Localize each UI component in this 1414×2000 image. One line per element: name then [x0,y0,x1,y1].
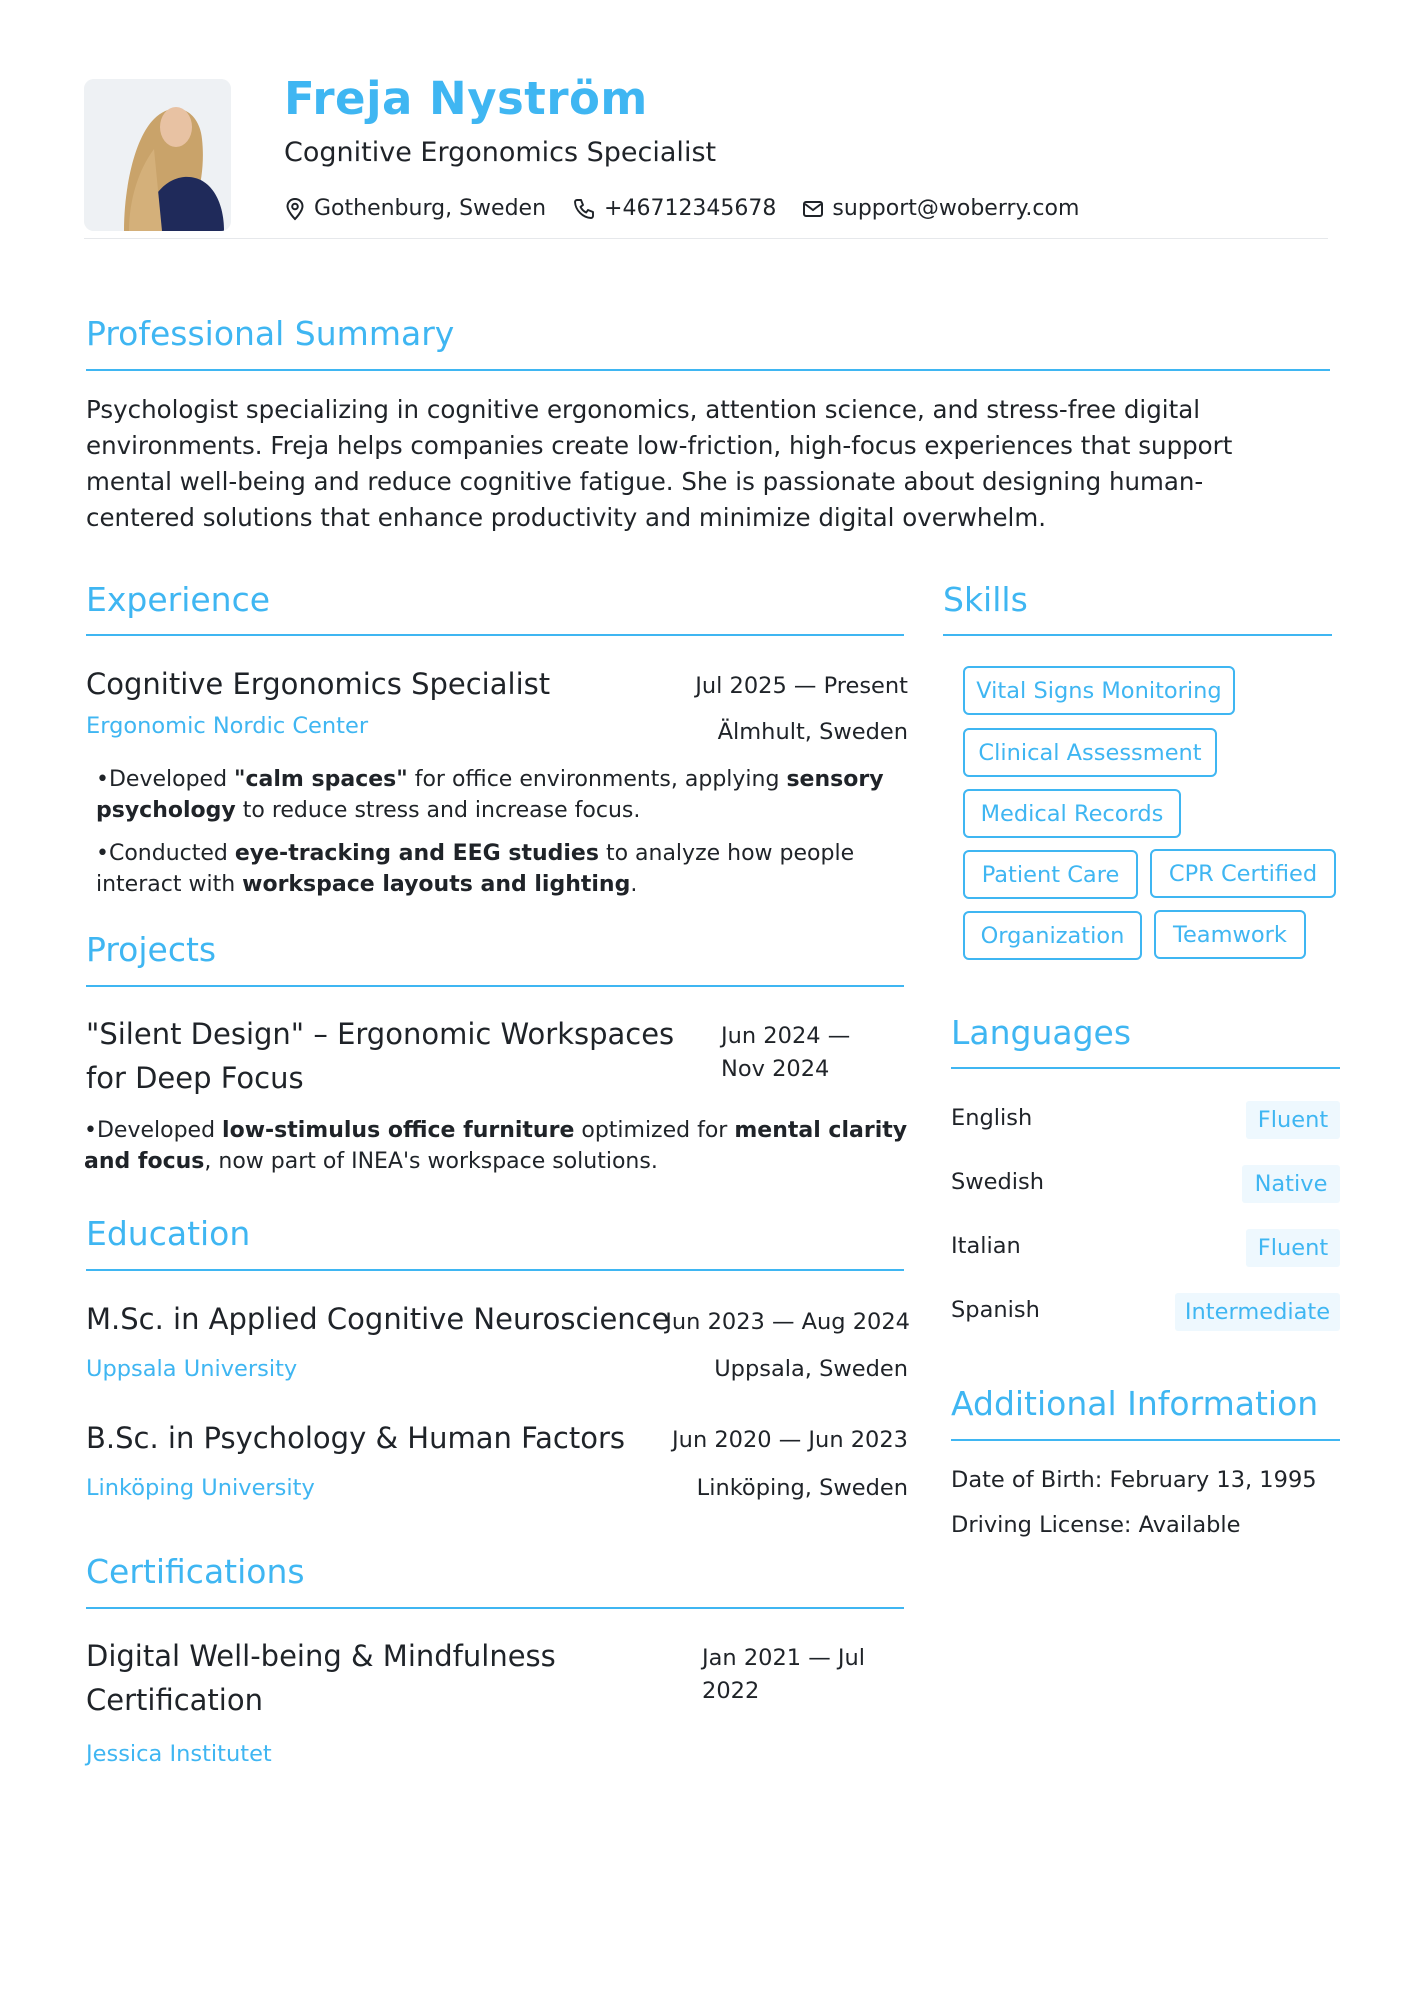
skills-heading: Skills [943,580,1028,619]
project-bullet: •Developed low-stimulus office furniture optimized for mental clarity and focus, now part of INEA's workspace solutions. [84,1118,908,1174]
experience-bullet: •Developed "calm spaces" for office environments, applying sensory psychology to reduce stress and increase focus. [96,767,884,823]
additional-item: Date of Birth: February 13, 1995 [951,1467,1317,1493]
project-dates: Jun 2024 — Nov 2024 [721,1023,851,1082]
education-dates: Jun 2023 — Aug 2024 [665,1309,910,1335]
candidate-role: Cognitive Ergonomics Specialist [284,137,717,168]
additional-item: Driving License: Available [951,1512,1241,1538]
experience-divider [86,634,904,636]
mail-icon [802,198,824,220]
email-text: support@woberry.com [832,196,1080,221]
projects-divider [86,985,904,987]
language-level: Fluent [1246,1101,1340,1139]
skill-chip: Vital Signs Monitoring [963,666,1235,715]
skills-divider [943,634,1332,636]
language-name: English [951,1105,1033,1131]
project-name: "Silent Design" – Ergonomic Workspaces for Deep Focus [86,1017,675,1095]
profile-photo [84,79,231,231]
languages-heading: Languages [951,1013,1132,1052]
certification-name: Digital Well-being & Mindfulness Certification [86,1639,556,1717]
additional-divider [951,1439,1340,1441]
experience-bullet: •Conducted eye-tracking and EEG studies to analyze how people interact with workspace layouts and lighting. [96,841,855,897]
phone-text: +46712345678 [604,196,777,221]
contact-info [284,196,1105,221]
certifications-divider [86,1607,904,1609]
skill-chip: Clinical Assessment [963,728,1217,777]
skill-chip: Medical Records [963,789,1181,838]
education-dates: Jun 2020 — Jun 2023 [672,1427,908,1453]
education-degree: M.Sc. in Applied Cognitive Neuroscience [86,1302,670,1336]
language-level: Native [1242,1165,1340,1203]
experience-position: Cognitive Ergonomics Specialist [86,667,551,701]
certification-issuer: Jessica Institutet [86,1741,272,1767]
experience-company: Ergonomic Nordic Center [86,713,369,739]
summary-divider [86,369,1330,371]
education-divider [86,1269,904,1271]
skill-chip: Patient Care [963,850,1138,899]
experience-heading: Experience [86,580,271,619]
skill-chip: Teamwork [1154,910,1306,959]
language-name: Spanish [951,1297,1040,1323]
experience-dates: Jul 2025 — Present [695,673,908,699]
language-level: Fluent [1246,1229,1340,1267]
candidate-name: Freja Nyström [284,72,648,125]
contact-location [284,196,546,221]
location-pin-icon [284,197,306,221]
education-school: Linköping University [86,1475,315,1501]
summary-text: Psychologist specializing in cognitive ergonomics, attention science, and stress-free digital environments. Freja helps companies create low-friction, high-focus experiences that support mental well-being and reduce cognitive fatigue. She is passionate about designing human-centered solutions that enhance productivity and minimize digital overwhelm. [86,395,1233,532]
contact-email[interactable] [802,196,1079,221]
summary-heading: Professional Summary [86,314,455,353]
languages-divider [951,1067,1340,1069]
education-school: Uppsala University [86,1356,298,1382]
location-text: Gothenburg, Sweden [314,196,547,221]
additional-heading: Additional Information [951,1384,1319,1423]
education-heading: Education [86,1214,251,1253]
phone-icon [572,197,596,221]
certifications-heading: Certifications [86,1552,305,1591]
skill-chip: Organization [963,911,1142,960]
contact-phone[interactable] [572,196,776,221]
portrait-image [84,79,231,231]
language-name: Italian [951,1233,1021,1259]
header-divider [84,238,1328,239]
experience-location: Älmhult, Sweden [717,719,908,745]
education-location: Linköping, Sweden [696,1475,908,1501]
language-level: Intermediate [1175,1293,1340,1331]
education-degree: B.Sc. in Psychology & Human Factors [86,1421,625,1455]
projects-heading: Projects [86,930,217,969]
certification-dates: Jan 2021 — Jul 2022 [702,1645,866,1704]
skill-chip: CPR Certified [1150,849,1336,898]
language-name: Swedish [951,1169,1045,1195]
education-location: Uppsala, Sweden [714,1356,908,1382]
